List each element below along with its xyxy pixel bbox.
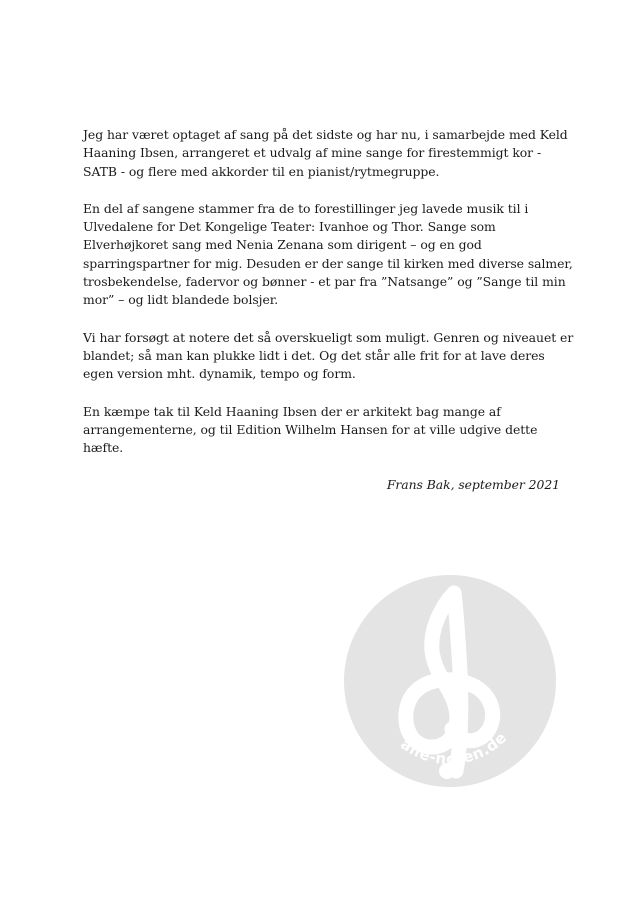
signature: Frans Bak, september 2021 — [386, 477, 560, 493]
paragraph-notation: Vi har forsøgt at notere det så overskueligt som muligt. Genren og niveauet er blandet; så man kan plukke lidt i det. Og det står alle frit for at lave deres egen version mht. dynamik, tempo og form. — [83, 329, 574, 382]
watermark-text: alle-noten.de — [397, 728, 511, 769]
paragraph-intro: Jeg har været optaget af sang på det sidste og har nu, i samarbejde med Keld Haaning Ibsen, arrangeret et udvalg af mine sange for firestemmigt kor - SATB - og flere med akkorder til en pianist/rytmegruppe. — [83, 127, 568, 179]
watermark-logo — [344, 575, 556, 787]
paragraph-thanks: En kæmpe tak til Keld Haaning Ibsen der er arkitekt bag mange af arrangementerne, og til Edition Wilhelm Hansen for at ville udgive dette hæfte. — [83, 403, 538, 456]
document-body — [83, 126, 578, 514]
paragraph-songs-origin: En del af sangene stammer fra de to forestillinger jeg lavede musik til i Ulvedalene for Det Kongelige Teater: Ivanhoe og Thor. Sange som Elverhøjkoret sang med Nenia Zenana som dirigent – og en god sparringspartner for mig. Desuden er der sange til kirken med diverse salmer, trosbekendelse, fadervor og bønner - et par fra ”Natsange” og ”Sange til min mor” – og lidt blandede bolsjer. — [83, 200, 573, 308]
